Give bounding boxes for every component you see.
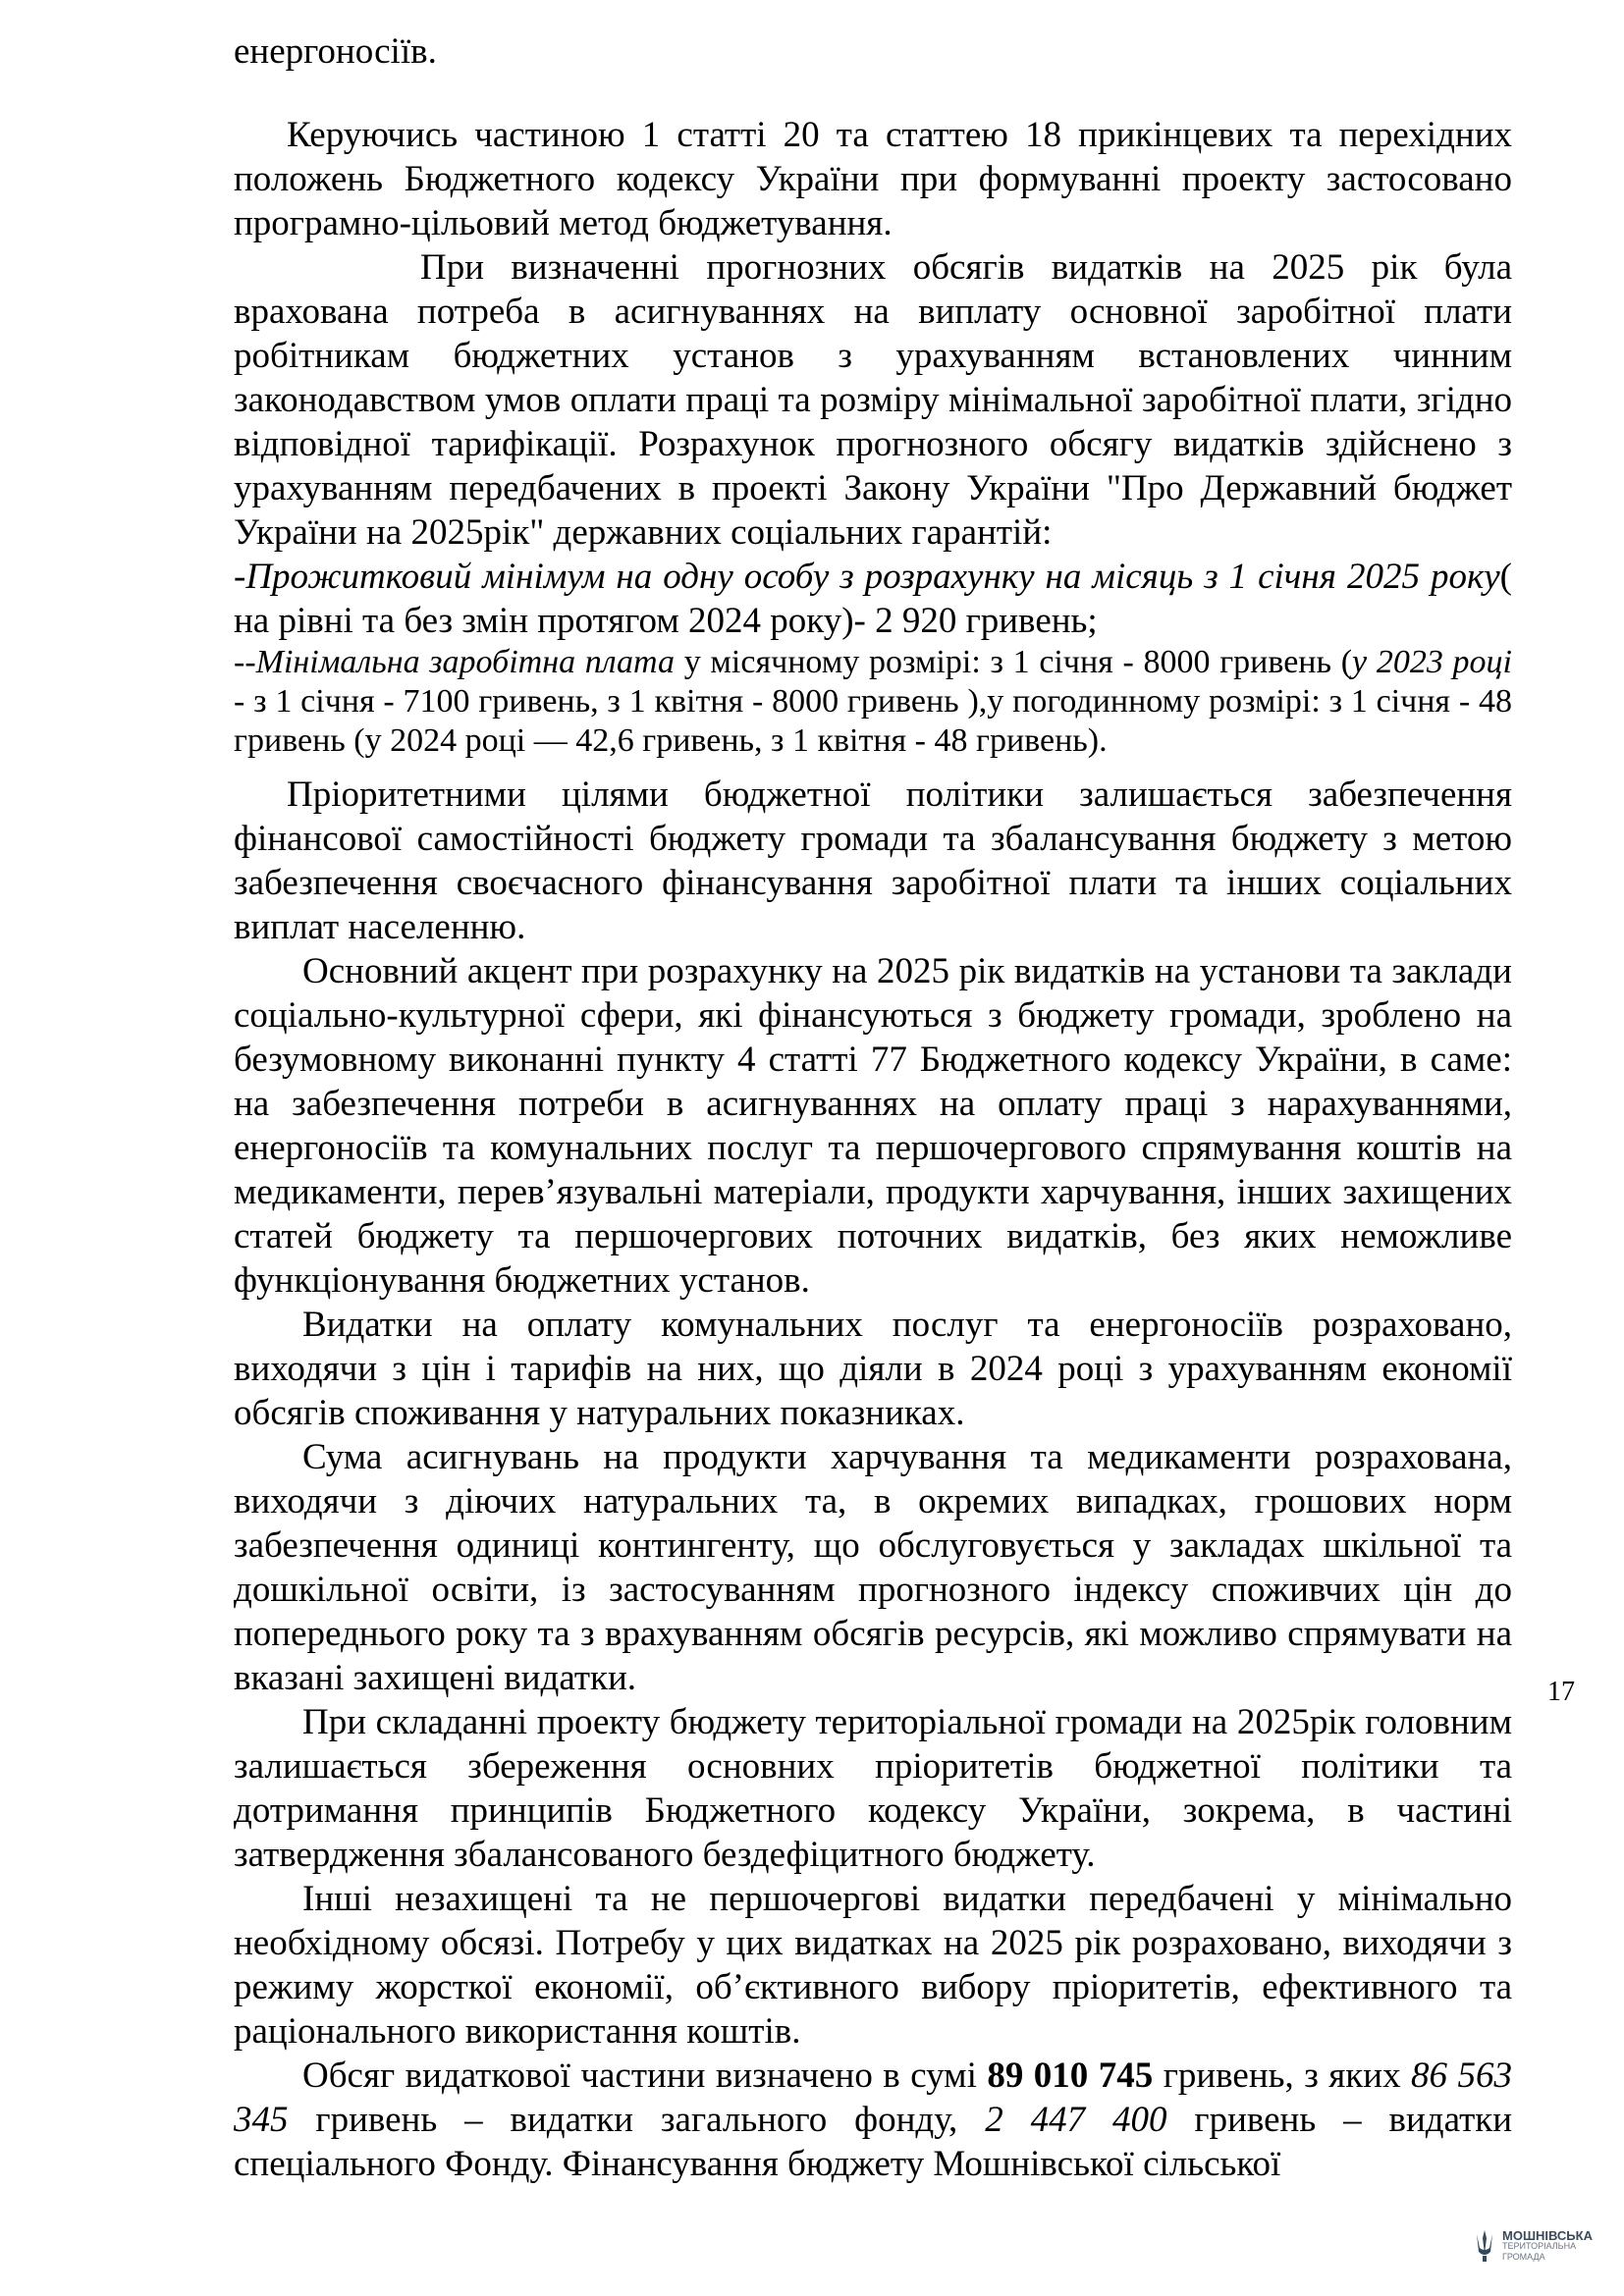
paragraph-11 — [234, 2054, 1512, 2186]
total-expenditure: 89 010 745 — [987, 2056, 1154, 2096]
special-fund-amount: 2 447 400 — [985, 2100, 1167, 2140]
paragraph-3-rest: ( на рівні та без змін протягом 2024 року)- 2 920 гривень; — [234, 557, 1512, 641]
general-fund-amount: 86 563 345 — [234, 2056, 1513, 2140]
paragraph-4-text-b: у місячному розмірі: з 1 січня - 8000 гривень ( — [675, 644, 1353, 680]
paragraph-8: Сума асигнувань на продукти харчування та медикаменти розрахована, виходячи з діючих натуральних та, в окремих випадках, грошових норм забезпечення одиниці контингенту, що обслуговується у закладах шкільної та дошкільної освіти, із застосуванням прогнозного індексу споживчих цін до попереднього року та з врахуванням обсягів ресурсів, які можливо спрямувати на вказані захищені видатки. — [234, 1437, 1512, 1698]
paragraph-3 — [234, 555, 1512, 643]
community-logo — [1473, 2228, 1593, 2264]
logo-line-2: ТЕРИТОРІАЛЬНА — [1502, 2240, 1577, 2251]
paragraph-4 — [234, 643, 1512, 761]
paragraph-5: Пріоритетними цілями бюджетної політики залишається забезпечення фінансової самостійності бюджету громади та збалансування бюджету з метою забезпечення своєчасного фінансування заробітної плати та інших соціальних виплат населенню. — [234, 774, 1512, 947]
paragraph-11-g: гривень – видатки спеціального Фонду. Фінансування бюджету Мошнівської сільської — [234, 2100, 1513, 2184]
paragraph-2: При визначенні прогнозних обсягів видатків на 2025 рік була врахована потреба в асигнуваннях на виплату основної заробітної плати робітникам бюджетних установ з урахуванням встановлених чинним законодавством умов оплати праці та розміру мінімальної заробітної плати, згідно відповідної тарифікації. Розрахунок прогнозного обсягу видатків здійснено з урахуванням передбачених в проекті Закону України "Про Державний бюджет України на 2025рік" державних соціальних гарантій: — [234, 247, 1512, 553]
page-number: 17 — [1547, 1677, 1575, 1707]
logo-line-3: ГРОМАДА — [1502, 2251, 1545, 2262]
paragraph-4-italic-a: --Мінімальна заробітна плата — [234, 644, 675, 680]
document-body — [234, 29, 1512, 2186]
paragraph-9: При складанні проекту бюджету територіальної громади на 2025рік головним залишається збереження основних пріоритетів бюджетної політики та дотримання принципів Бюджетного кодексу України, зокрема, в частині затвердження збалансованого бездефіцитного бюджету. — [234, 1702, 1512, 1875]
paragraph-6: Основний акцент при розрахунку на 2025 рік видатків на установи та заклади соціально-культурної сфери, які фінансуються з бюджету громади, зроблено на безумовному виконанні пункту 4 статті 77 Бюджетного кодексу України, в саме: на забезпечення потреби в асигнуваннях на оплату праці з нарахуваннями, енергоносіїв та комунальних послуг та першочергового спрямування коштів на медикаменти, перев’язувальні матеріали, продукти харчування, інших захищених статей бюджету та першочергових поточних видатків, без яких неможливе функціонування бюджетних установ. — [234, 951, 1512, 1301]
paragraph-1: Керуючись частиною 1 статті 20 та статтею 18 прикінцевих та перехідних положень Бюджетного кодексу України при формуванні проекту застосовано програмно-цільовий метод бюджетування. — [234, 115, 1512, 243]
paragraph-3-italic: -Прожитковий мінімум на одну особу з розрахунку на місяць з 1 січня 2025 року — [234, 557, 1500, 597]
paragraph-10: Інші незахищені та не першочергові видатки передбачені у мінімально необхідному обсязі. Потребу у цих видатках на 2025 рік розраховано, виходячи з режиму жорсткої економії, об’єктивного вибору пріоритетів, ефективного та раціонального використання коштів. — [234, 1879, 1512, 2052]
logo-line-1: МОШНІВСЬКА — [1502, 2227, 1593, 2243]
paragraph-4-text-d: з 1 січня - 7100 гривень, з 1 квітня - 8000 гривень ),у погодинному розмірі: з 1 січня - 48 гривень (у 2024 році — 42,6 гривень, з 1 квітня - 48 гривень). — [234, 683, 1512, 759]
trident-icon — [1473, 2228, 1496, 2264]
paragraph-11-e: гривень – видатки загального фонду, — [288, 2100, 986, 2140]
paragraph-11-c: гривень, з яких — [1153, 2056, 1412, 2096]
paragraph-4-italic-c: у 2023 році - — [234, 644, 1512, 720]
paragraph-7: Видатки на оплату комунальних послуг та енергоносіїв розраховано, виходячи з цін і тарифів на них, що діяли в 2024 році з урахуванням економії обсягів споживання у натуральних показниках. — [234, 1305, 1512, 1433]
paragraph-0: енергоносіїв. — [234, 31, 437, 72]
paragraph-11-a: Обсяг видаткової частини визначено в сумі — [302, 2056, 988, 2096]
